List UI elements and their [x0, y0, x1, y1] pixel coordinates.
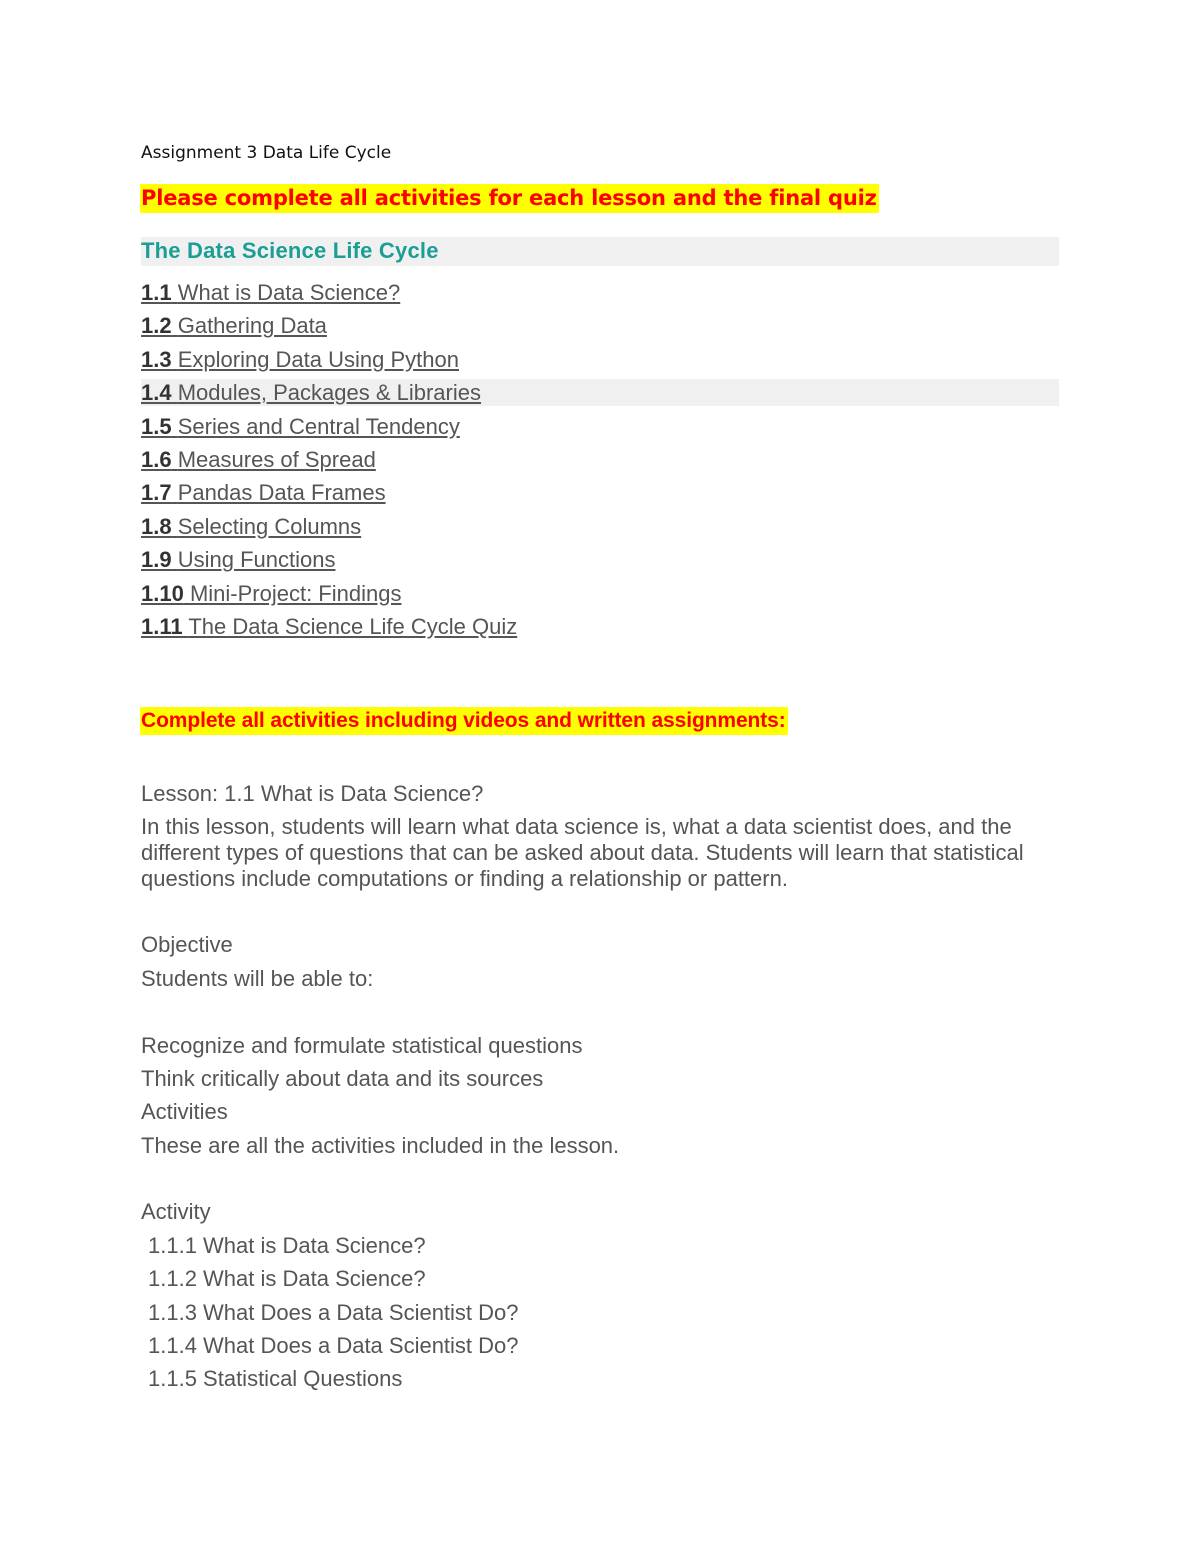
lesson-number: 1.3: [141, 346, 172, 372]
lesson-title: Exploring Data Using Python: [177, 346, 459, 372]
activity-list: [148, 1232, 519, 1398]
lesson-link-list: [141, 279, 517, 646]
highlighted-notice: Please complete all activities for each lesson and the final quiz: [140, 184, 879, 213]
lesson-description: In this lesson, students will learn what data science is, what a data scientist does, and the different types of questions that can be asked about data. Students will learn that statistical questions include computations or finding a relationship or pattern.: [141, 814, 1024, 891]
document-title: Assignment 3 Data Life Cycle: [141, 143, 392, 163]
lesson-number: 1.11: [141, 613, 183, 639]
notice-line: [140, 186, 879, 211]
lesson-title: The Data Science Life Cycle Quiz: [188, 613, 518, 639]
lesson-title: Measures of Spread: [177, 446, 376, 472]
objective-item: Think critically about data and its sources: [141, 1066, 544, 1091]
objective-intro: Students will be able to:: [141, 966, 374, 991]
section-heading: The Data Science Life Cycle: [141, 238, 439, 263]
activity-item: 1.1.4 What Does a Data Scientist Do?: [148, 1332, 519, 1358]
lesson-link[interactable]: [141, 346, 517, 379]
lesson-link[interactable]: [141, 546, 517, 579]
lesson-title: Pandas Data Frames: [177, 480, 386, 506]
lesson-title: Gathering Data: [177, 313, 327, 339]
objective-item: Recognize and formulate statistical questions: [141, 1033, 583, 1058]
lesson-link[interactable]: [141, 312, 517, 345]
lesson-number: 1.9: [141, 547, 172, 573]
highlighted-complete-notice: Complete all activities including videos and written assignments:: [140, 707, 788, 735]
activity-item: 1.1.5 Statistical Questions: [148, 1366, 403, 1392]
lesson-title: Selecting Columns: [177, 513, 362, 539]
lesson-number: 1.10: [141, 580, 184, 606]
lesson-number: 1.1: [141, 280, 172, 305]
lesson-link[interactable]: [141, 613, 517, 646]
lesson-number: 1.2: [141, 313, 172, 339]
lesson-label: Lesson: 1.1 What is Data Science?: [141, 781, 484, 806]
lesson-title: What is Data Science?: [177, 280, 401, 305]
lesson-link[interactable]: [141, 580, 517, 613]
lesson-number: 1.8: [141, 513, 172, 539]
lesson-title: Modules, Packages & Libraries: [177, 380, 481, 406]
lesson-link[interactable]: [141, 446, 517, 479]
lesson-link[interactable]: [141, 379, 517, 412]
lesson-link[interactable]: [141, 279, 517, 312]
lesson-number: 1.7: [141, 480, 172, 506]
activity-item: 1.1.2 What is Data Science?: [148, 1266, 426, 1292]
activity-item: 1.1.1 What is Data Science?: [148, 1233, 426, 1258]
lesson-number: 1.6: [141, 446, 172, 472]
lesson-title: Series and Central Tendency: [177, 413, 460, 439]
lesson-title: Using Functions: [177, 547, 336, 573]
activity-item: 1.1.3 What Does a Data Scientist Do?: [148, 1299, 519, 1325]
activities-intro: These are all the activities included in the lesson.: [141, 1133, 620, 1158]
complete-notice-line: [140, 709, 788, 733]
lesson-number: 1.5: [141, 413, 172, 439]
lesson-link[interactable]: [141, 513, 517, 546]
lesson-link[interactable]: [141, 413, 517, 446]
lesson-number: 1.4: [141, 380, 172, 406]
objective-label: Objective: [141, 932, 233, 957]
lesson-title: Mini-Project: Findings: [189, 580, 402, 606]
lesson-link[interactable]: [141, 479, 517, 512]
activity-label: Activity: [141, 1199, 211, 1224]
activities-label: Activities: [141, 1099, 228, 1124]
